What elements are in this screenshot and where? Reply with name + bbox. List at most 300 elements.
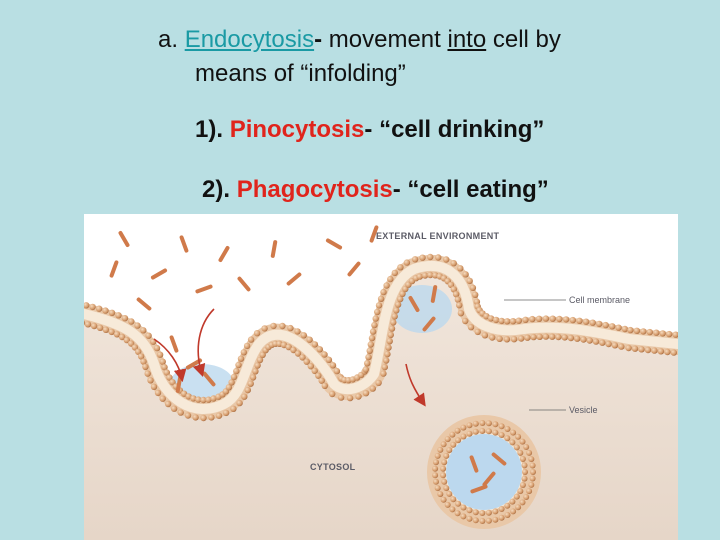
phospholipid-head [518,335,524,341]
phospholipid-head [473,421,479,427]
phospholipid-head [625,345,631,351]
phospholipid-head [638,346,644,352]
phospholipid-head [157,352,163,358]
phospholipid-head [261,325,267,331]
subitem-phagocytosis [202,176,549,204]
phospholipid-head [235,362,241,368]
phospholipid-head [378,296,384,302]
phospholipid-head [615,325,621,331]
phospholipid-head [364,360,370,366]
phospholipid-head [441,459,447,465]
phospholipid-head [510,508,516,514]
phospholipid-head [449,506,455,512]
phospholipid-head [440,472,446,478]
phospholipid-head [530,463,536,469]
particle [179,235,189,253]
phospholipid-head [145,333,151,339]
subitem-number: 2). [202,176,237,203]
phospholipid-head [312,341,318,347]
phospholipid-head [634,328,640,334]
phospholipid-head [443,256,449,262]
phospholipid-head [492,508,498,514]
phospholipid-head [664,349,670,355]
phospholipid-head [543,315,549,321]
phospholipid-head [510,430,516,436]
phospholipid-head [122,315,128,321]
phospholipid-head [455,501,461,507]
phospholipid-head [580,336,586,342]
phospholipid-head [627,327,633,333]
phospholipid-head [550,316,556,322]
phospholipid-head [412,256,418,262]
phospholipid-head [383,357,389,363]
phospholipid-head [658,348,664,354]
phospholipid-head [355,393,361,399]
phospholipid-head [244,343,250,349]
phospholipid-head [151,384,157,390]
phospholipid-head [593,338,599,344]
phospholipid-head [622,326,628,332]
phospholipid-head [612,342,618,348]
phospholipid-head [301,332,307,338]
phospholipid-head [647,329,653,335]
phospholipid-head [347,395,353,401]
phospholipid-head [441,441,447,447]
phospholipid-head [390,319,396,325]
external-environment-label: EXTERNAL ENVIRONMENT [376,231,500,241]
phospholipid-head [171,406,177,412]
phagocytosis-definition: - “cell eating” [392,176,549,203]
phospholipid-head [294,328,300,334]
phospholipid-head [392,313,398,319]
phospholipid-head [486,510,492,516]
phospholipid-head [455,296,461,302]
phospholipid-head [468,324,474,330]
phospholipid-head [450,442,456,448]
phospholipid-head [338,394,344,400]
phospholipid-head [223,410,229,416]
phospholipid-head [520,482,526,488]
phospholipid-head [511,336,517,342]
phospholipid-head [467,422,473,428]
phospholipid-head [514,444,520,450]
phospholipid-head [200,415,206,421]
phospholipid-head [395,301,401,307]
phospholipid-head [467,516,473,522]
phospholipid-head [618,343,624,349]
phospholipid-head [102,307,108,313]
phospholipid-head [504,435,510,441]
phospholipid-head [160,396,166,402]
phospholipid-head [556,316,562,322]
phospholipid-head [443,485,449,491]
phospholipid-head [185,412,191,418]
phospholipid-head [563,316,569,322]
phospholipid-head [522,476,528,482]
phospholipid-head [499,432,505,438]
particle [150,268,168,280]
phospholipid-head [248,381,254,387]
phospholipid-head [596,321,602,327]
phospholipid-head [322,383,328,389]
phospholipid-head [455,437,461,443]
phospholipid-head [432,472,438,478]
term-dash: - [314,26,323,53]
phospholipid-head [574,336,580,342]
phospholipid-head [651,347,657,353]
phospholipid-head [645,347,651,353]
phospholipid-head [460,425,466,431]
phospholipid-head [515,434,521,440]
phospholipid-head [370,385,376,391]
phospholipid-head [461,505,467,511]
phospholipid-head [530,469,536,475]
phospholipid-head [458,310,464,316]
phospholipid-head [528,456,534,462]
phospholipid-head [446,491,452,497]
phospholipid-head [326,357,332,363]
phospholipid-head [321,351,327,357]
phospholipid-head [499,515,505,521]
phospholipid-head [666,331,672,337]
phospholipid-head [498,318,504,324]
phospholipid-head [509,439,515,445]
phospholipid-head [236,400,242,406]
phospholipid-head [329,391,335,397]
phospholipid-head [473,509,479,515]
phospholipid-head [517,488,523,494]
phospholipid-head [392,270,398,276]
phospholipid-head [632,346,638,352]
phospholipid-head [520,456,526,462]
phospholipid-head [517,450,523,456]
phospholipid-head [522,317,528,323]
phospholipid-head [433,479,439,485]
phospholipid-head [605,341,611,347]
term-phagocytosis: Phagocytosis [236,176,393,203]
phospholipid-head [103,327,109,333]
vesicles [432,420,536,524]
phospholipid-head [435,453,441,459]
phospholipid-head [516,318,522,324]
phospholipid-head [371,322,377,328]
phospholipid-head [499,506,505,512]
particle [109,260,119,278]
phospholipid-head [493,317,499,323]
phospholipid-head [479,518,485,524]
phospholipid-head [433,459,439,465]
phospholipid-head [252,368,258,374]
phospholipid-head [529,316,535,322]
phospholipid-head [456,302,462,308]
phospholipid-head [330,362,336,368]
phospholipid-head [446,447,452,453]
definition-continuation: means of “infolding” [195,60,406,87]
definition-text-a: movement [322,26,448,53]
particle [237,276,252,292]
phospholipid-head [479,428,485,434]
phospholipid-head [451,260,457,266]
phospholipid-head [317,346,323,352]
phospholipid-head [441,479,447,485]
subitem-pinocytosis [195,116,544,144]
particle [195,284,213,294]
phospholipid-head [537,334,543,340]
phospholipid-head [455,428,461,434]
particle [270,240,277,258]
phospholipid-head [231,374,237,380]
phospholipid-head [462,271,468,277]
phospholipid-head [160,359,166,365]
phospholipid-head [505,426,511,432]
phospholipid-head [462,318,468,324]
phospholipid-head [208,414,214,420]
phospholipid-head [520,439,526,445]
phospholipid-head [370,328,376,334]
phospholipid-head [393,307,399,313]
endocytosis-diagram-svg [84,214,678,540]
phospholipid-head [375,380,381,386]
phospholipid-head [147,377,153,383]
phospholipid-head [380,289,386,295]
phospholipid-head [250,374,256,380]
phospholipid-head [417,273,423,279]
phospholipid-head [523,444,529,450]
phospholipid-head [486,420,492,426]
cytosol-label: CYTOSOL [310,462,356,472]
phospholipid-head [549,334,555,340]
phospholipid-head [492,421,498,427]
phospholipid-head [526,450,532,456]
phospholipid-head [380,370,386,376]
particle [325,238,343,250]
phospholipid-head [427,254,433,260]
phospholipid-head [165,401,171,407]
phospholipid-head [245,387,251,393]
phospholipid-head [587,337,593,343]
phospholipid-head [505,512,511,518]
phospholipid-head [306,337,312,343]
endocytosis-illustration [84,214,678,540]
phospholipid-head [334,368,340,374]
phospholipid-head [520,499,526,505]
phospholipid-head [583,319,589,325]
phospholipid-head [384,351,390,357]
phospholipid-head [142,364,148,370]
phospholipid-head [504,336,510,342]
phospholipid-head [576,318,582,324]
phospholipid-head [467,431,473,437]
phospholipid-head [178,409,184,415]
phospholipid-head [486,428,492,434]
phospholipid-head [383,282,389,288]
phospholipid-head [91,323,97,329]
phospholipid-head [524,335,530,341]
phospholipid-head [397,264,403,270]
phospholipid-head [449,432,455,438]
phospholipid-head [609,323,615,329]
cell-membrane-label: Cell membrane [569,295,631,305]
phospholipid-head [254,330,260,336]
phospholipid-head [522,462,528,468]
phospholipid-head [241,394,247,400]
phospholipid-head [457,265,463,271]
term-pinocytosis: Pinocytosis [229,116,365,143]
phospholipid-head [443,453,449,459]
phospholipid-head [479,420,485,426]
phospholipid-head [570,317,576,323]
phospholipid-head [233,368,239,374]
phospholipid-head [461,434,467,440]
phospholipid-head [192,414,198,420]
phospholipid-head [530,476,536,482]
phospholipid-head [450,496,456,502]
phospholipid-head [526,488,532,494]
phospholipid-head [96,306,102,312]
phospholipid-head [467,507,473,513]
phospholipid-head [363,390,369,396]
phospholipid-head [389,325,395,331]
phospholipid-head [475,329,481,335]
phospholipid-head [492,517,498,523]
phospholipid-head [514,494,520,500]
phospholipid-head [435,485,441,491]
phospholipid-head [440,466,446,472]
phospholipid-head [140,327,146,333]
phospholipid-head [523,494,529,500]
phospholipid-head [599,340,605,346]
phospholipid-head [387,276,393,282]
phospholipid-head [432,466,438,472]
phospholipid-head [270,323,276,329]
phospholipid-head [89,304,95,310]
phospholipid-head [154,345,160,351]
phospholipid-head [660,330,666,336]
phospholipid-head [241,349,247,355]
phospholipid-head [489,334,495,340]
phospholipid-head [536,316,542,322]
phospholipid-head [404,259,410,265]
particle [347,261,362,277]
phospholipid-head [472,292,478,298]
phospholipid-head [435,254,441,260]
phospholipid-head [492,430,498,436]
phospholipid-head [562,334,568,340]
phospholipid-head [216,413,222,419]
item-letter: a. [158,26,185,53]
phospholipid-head [367,348,373,354]
phospholipid-head [238,356,244,362]
phospholipid-head [230,406,236,412]
phospholipid-head [470,285,476,291]
particle [118,230,130,248]
phospholipid-head [479,510,485,516]
phospholipid-head [437,447,443,453]
phospholipid-head [445,436,451,442]
subitem-number: 1). [195,116,230,143]
phospholipid-head [460,513,466,519]
pinocytosis-definition: - “cell drinking” [364,116,545,143]
phospholipid-head [363,366,369,372]
phospholipid-head [445,502,451,508]
phospholipid-head [287,325,293,331]
phospholipid-head [530,334,536,340]
phospholipid-head [365,354,371,360]
emphasis-into: into [447,26,487,53]
term-endocytosis: Endocytosis [184,26,315,53]
phospholipid-head [109,310,115,316]
phospholipid-head [373,315,379,321]
phospholipid-head [504,503,510,509]
phospholipid-head [368,341,374,347]
phospholipid-head [145,370,151,376]
definition-text-b: cell by [486,26,561,53]
vesicle-label: Vesicle [569,405,598,415]
phospholipid-head [486,518,492,524]
phospholipid-head [528,482,534,488]
phospholipid-head [603,322,609,328]
particle [286,272,302,287]
phospholipid-head [671,349,677,355]
phospholipid-head [419,255,425,261]
phospholipid-head [385,344,391,350]
phospholipid-head [369,335,375,341]
phospholipid-head [254,362,260,368]
phospholipid-head [155,390,161,396]
phospholipid-head [441,497,447,503]
phospholipid-head [515,504,521,510]
phospholipid-head [543,333,549,339]
phospholipid-head [473,429,479,435]
phospholipid-head [455,510,461,516]
heading-line-endocytosis [158,26,561,54]
phospholipid-head [467,278,473,284]
phospholipid-head [248,336,254,342]
phospholipid-head [640,328,646,334]
phospholipid-head [653,330,659,336]
particle [136,297,152,312]
phospholipid-head [85,321,91,327]
phospholipid-head [115,312,121,318]
phospholipid-head [382,364,388,370]
phospholipid-head [590,320,596,326]
heading-line-infolding [195,60,406,88]
phospholipid-head [473,517,479,523]
phospholipid-head [504,318,510,324]
phospholipid-head [568,335,574,341]
phospholipid-head [128,318,134,324]
phospholipid-head [374,309,380,315]
vesicle-fluid [446,434,522,510]
phospholipid-head [499,423,505,429]
cytosol-vesicle [432,420,536,524]
phospholipid-head [376,302,382,308]
phospholipid-head [388,332,394,338]
phospholipid-head [279,323,285,329]
particle [169,335,179,353]
phospholipid-head [496,336,502,342]
phospholipid-head [522,469,528,475]
phospholipid-head [509,499,515,505]
phospholipid-head [387,338,393,344]
phospholipid-head [97,325,103,331]
phospholipid-head [437,491,443,497]
particle [218,245,230,263]
phospholipid-head [482,332,488,338]
phospholipid-head [510,318,516,324]
phospholipid-head [134,322,140,328]
phospholipid-head [555,334,561,340]
